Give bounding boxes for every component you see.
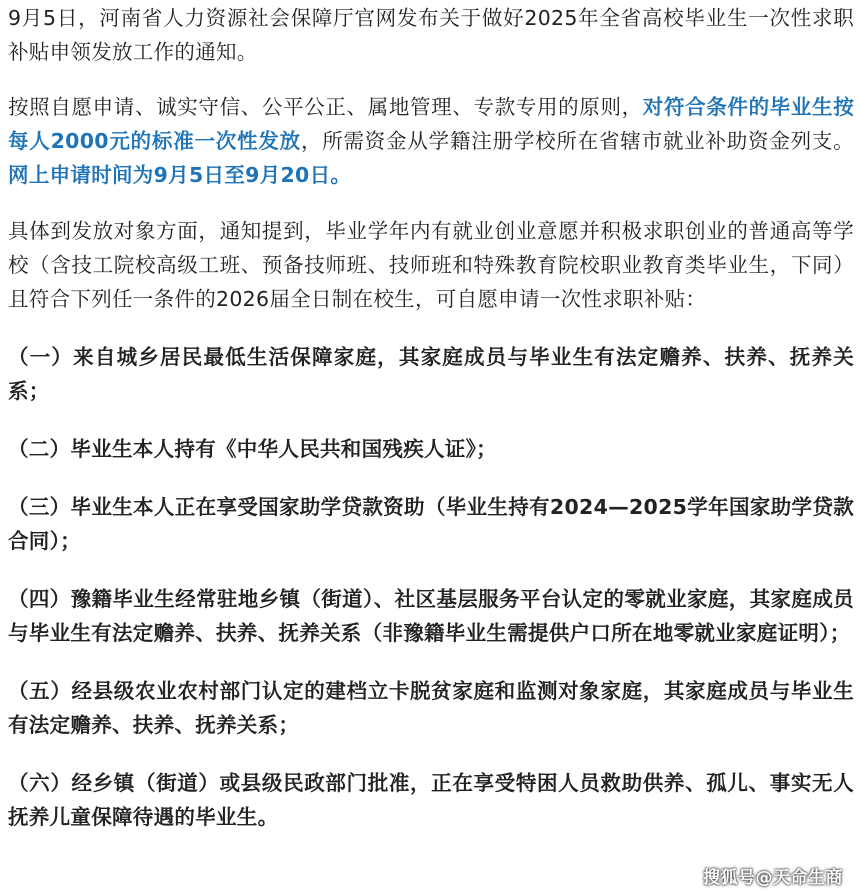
paragraph-intro: 9月5日，河南省人力资源社会保障厅官网发布关于做好2025年全省高校毕业生一次性求职补贴申领发放工作的通知。 — [8, 6, 854, 64]
condition-item-2: （二）毕业生本人持有《中华人民共和国残疾人证》； — [8, 437, 497, 461]
condition-item-5: （五）经县级农业农村部门认定的建档立卡脱贫家庭和监测对象家庭，其家庭成员与毕业生有法定赡养、扶养、抚养关系； — [8, 679, 854, 737]
watermark: 搜狐号@天命生商 — [703, 868, 843, 888]
paragraph-principle — [8, 90, 854, 192]
condition-item-6: （六）经乡镇（街道）或县级民政部门批准，正在享受特困人员救助供养、孤儿、事实无人抚养儿童保障待遇的毕业生。 — [8, 771, 854, 829]
condition-item-1: （一）来自城乡居民最低生活保障家庭，其家庭成员与毕业生有法定赡养、扶养、抚养关系； — [8, 345, 854, 403]
principle-text-1: 按照自愿申请、诚实守信、公平公正、属地管理、专款专用的原则， — [8, 95, 643, 119]
condition-item-4: （四）豫籍毕业生经常驻地乡镇（街道）、社区基层服务平台认定的零就业家庭，其家庭成员与毕业生有法定赡养、扶养、抚养关系（非豫籍毕业生需提供户口所在地零就业家庭证明）； — [8, 587, 854, 645]
condition-item-3: （三）毕业生本人正在享受国家助学贷款资助（毕业生持有2024—2025学年国家助学贷款合同）； — [8, 495, 854, 553]
paragraph-eligibility: 具体到发放对象方面，通知提到，毕业学年内有就业创业意愿并积极求职创业的普通高等学校（含技工院校高级工班、预备技师班、技师班和特殊教育院校职业教育类毕业生，下同）且符合下列任一条件的2026届全日制在校生，可自愿申请一次性求职补贴： — [8, 219, 854, 311]
principle-text-2: ，所需资金从学籍注册学校所在省辖市就业补助资金列支。 — [300, 129, 854, 153]
highlight-subsidy-standard: 对符合条件的毕业生按每人2000元的标准一次性发放 — [8, 95, 855, 153]
article-body — [8, 0, 854, 834]
highlight-application-period: 网上申请时间为9月5日至9月20日。 — [8, 163, 352, 187]
